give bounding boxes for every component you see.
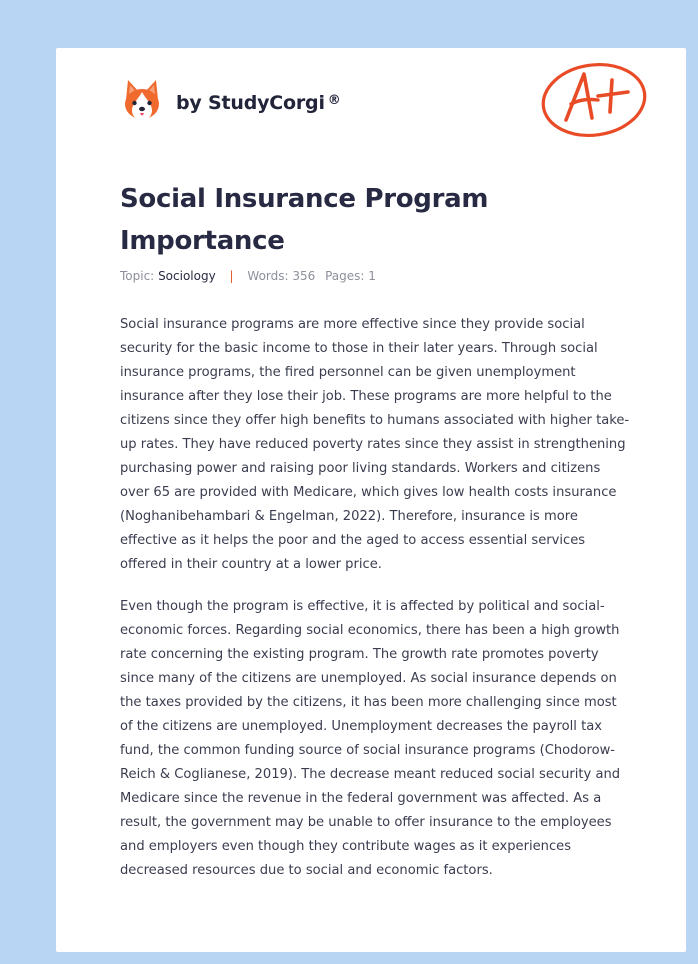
- paragraph: Social insurance programs are more effective since they provide social security for the basic income to those in their later years. Through social insurance programs, the fired personnel can be given unemployment insurance after they lose their job. These programs are more helpful to the citizens since they offer high benefits to humans associated with higher take-up rates. They have reduced poverty rates since they assist in strengthening purchasing power and raising poor living standards. Workers and citizens over 65 are provided with Medicare, which gives low health costs insurance (Noghanibehambari & Engelman, 2022). Therefore, insurance is more effective as it helps the poor and the aged to access essential services offered in their country at a lower price.: [120, 317, 630, 572]
- essay-body: [120, 313, 632, 901]
- brand-logo[interactable]: [122, 78, 341, 122]
- corgi-logo-icon: [122, 78, 162, 122]
- words-label: Words:: [247, 269, 289, 283]
- document-page: [56, 48, 686, 952]
- paragraph: Even though the program is effective, it is affected by political and social-economic forces. Regarding social economics, there has been a high growth rate concerning the existing program. The growth rate promotes poverty since many of the citizens are unemployed. As social insurance depends on the taxes provided by the citizens, it has been more challenging since most of the citizens are unemployed. Unemployment decreases the payroll tax fund, the common funding source of social insurance programs (Chodorow-Reich & Coglianese, 2019). The decrease meant reduced social security and Medicare since the revenue in the federal government was affected. As a result, the government may be unable to offer insurance to the employees and employers even though they contribute wages as it experiences decreased resources due to social and economic factors.: [120, 599, 621, 878]
- pages-value: 1: [368, 269, 376, 283]
- page-title: Social Insurance Program Importance: [120, 184, 489, 256]
- meta-separator: |: [229, 269, 234, 283]
- grade-a-plus-badge-icon: [538, 60, 650, 140]
- registered-mark: ®: [327, 92, 341, 108]
- topic-link[interactable]: Sociology: [158, 269, 216, 283]
- essay-meta: [120, 269, 376, 283]
- topic-label: Topic:: [120, 269, 155, 283]
- words-value: 356: [292, 269, 316, 283]
- brand-name: by StudyCorgi: [176, 92, 325, 114]
- pages-label: Pages:: [325, 269, 365, 283]
